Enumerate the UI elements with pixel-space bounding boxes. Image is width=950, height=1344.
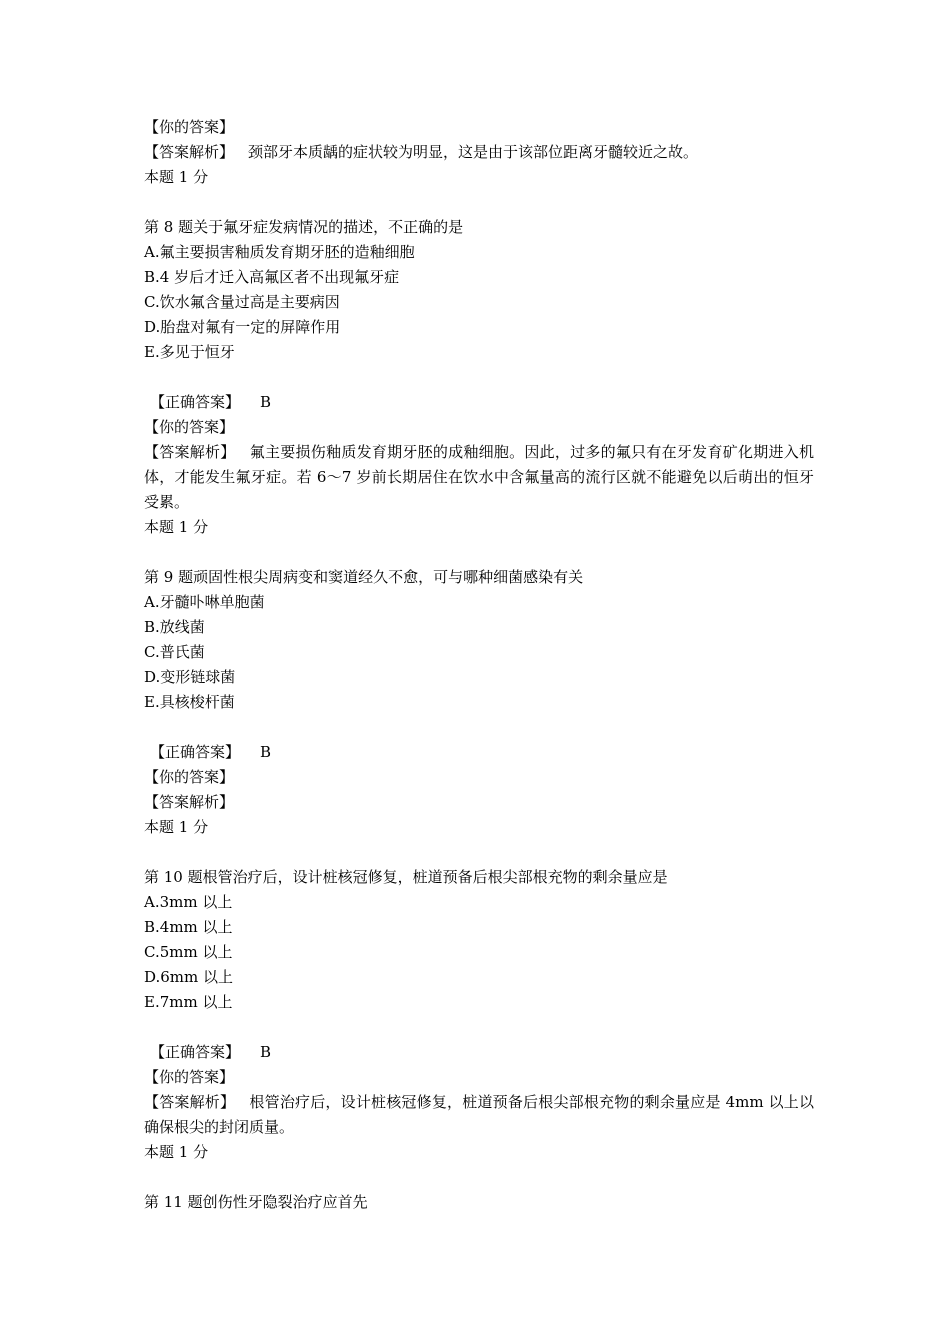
question-title: 第 8 题关于氟牙症发病情况的描述，不正确的是 xyxy=(144,218,464,236)
correct-answer-label: 【正确答案】 xyxy=(150,393,241,411)
question-title: 第 10 题根管治疗后，设计桩核冠修复，桩道预备后根尖部根充物的剩余量应是 xyxy=(144,868,668,886)
answer-analysis xyxy=(144,440,814,515)
score-line: 本题 1 分 xyxy=(144,518,209,536)
analysis-text: 颈部牙本质龋的症状较为明显，这是由于该部位距离牙髓较近之故。 xyxy=(248,143,699,161)
score-line: 本题 1 分 xyxy=(144,168,209,186)
analysis-label: 【答案解析】 xyxy=(144,1093,236,1111)
correct-answer-label: 【正确答案】 xyxy=(150,743,241,761)
answer-analysis xyxy=(144,140,814,165)
question-title: 第 11 题创伤性牙隐裂治疗应首先 xyxy=(144,1193,368,1211)
your-answer-label: 【你的答案】 xyxy=(144,1068,235,1086)
correct-answer xyxy=(144,1040,814,1065)
question-title: 第 9 题顽固性根尖周病变和窦道经久不愈，可与哪种细菌感染有关 xyxy=(144,568,584,586)
option-c: C.普氏菌 xyxy=(144,643,205,661)
option-d: D.6mm 以上 xyxy=(144,968,234,986)
option-d: D.胎盘对氟有一定的屏障作用 xyxy=(144,318,341,336)
your-answer-label: 【你的答案】 xyxy=(144,768,235,786)
option-a: A.氟主要损害釉质发育期牙胚的造釉细胞 xyxy=(144,243,415,261)
option-c: C.5mm 以上 xyxy=(144,943,233,961)
option-b: B.4mm 以上 xyxy=(144,918,233,936)
option-c: C.饮水氟含量过高是主要病因 xyxy=(144,293,340,311)
correct-answer-label: 【正确答案】 xyxy=(150,1043,241,1061)
your-answer-label: 【你的答案】 xyxy=(144,418,235,436)
correct-answer-value: B xyxy=(260,743,272,761)
option-b: B.放线菌 xyxy=(144,618,205,636)
option-a: A.3mm 以上 xyxy=(144,893,233,911)
document-page xyxy=(144,115,814,1215)
correct-answer xyxy=(144,390,814,415)
option-a: A.牙髓卟啉单胞菌 xyxy=(144,593,265,611)
score-line: 本题 1 分 xyxy=(144,1143,209,1161)
analysis-text: 根管治疗后，设计桩核冠修复，桩道预备后根尖部根充物的剩余量应是 4mm 以上以确保根尖的封闭质量。 xyxy=(144,1093,814,1136)
correct-answer-value: B xyxy=(260,1043,272,1061)
option-e: E.多见于恒牙 xyxy=(144,343,235,361)
score-line: 本题 1 分 xyxy=(144,818,209,836)
correct-answer xyxy=(144,740,814,765)
analysis-text: 氟主要损伤釉质发育期牙胚的成釉细胞。因此，过多的氟只有在牙发育矿化期进入机体，才能发生氟牙症。若 6～7 岁前长期居住在饮水中含氟量高的流行区就不能避免以后萌出的恒牙受累。 xyxy=(144,443,814,511)
analysis-label: 【答案解析】 xyxy=(144,443,236,461)
option-b: B.4 岁后才迁入高氟区者不出现氟牙症 xyxy=(144,268,400,286)
your-answer-label: 【你的答案】 xyxy=(144,118,235,136)
analysis-label: 【答案解析】 xyxy=(144,143,235,161)
analysis-label: 【答案解析】 xyxy=(144,793,235,811)
option-e: E.具核梭杆菌 xyxy=(144,693,235,711)
answer-analysis xyxy=(144,1090,814,1140)
correct-answer-value: B xyxy=(260,393,272,411)
option-d: D.变形链球菌 xyxy=(144,668,236,686)
option-e: E.7mm 以上 xyxy=(144,993,233,1011)
